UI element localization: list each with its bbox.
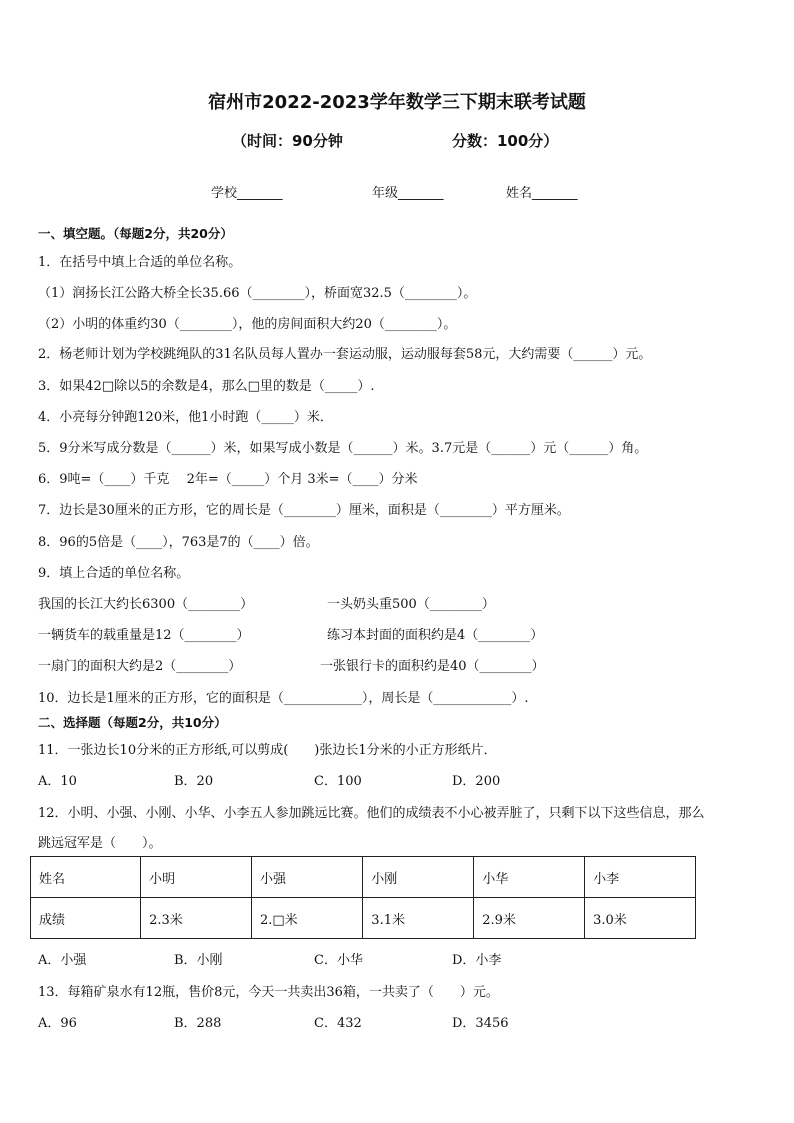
name-field: 姓名_______ <box>506 186 578 201</box>
table-cell: 小明 <box>141 857 252 898</box>
q11: 11．一张边长10分米的正方形纸,可以剪成( )张边长1分米的小正方形纸片． <box>38 743 497 758</box>
table-cell: 3.1米 <box>363 898 474 939</box>
q9-stem: 9．填上合适的单位名称。 <box>38 566 190 581</box>
table-cell: 小华 <box>474 857 585 898</box>
school-field: 学校_______ <box>211 186 283 201</box>
q1-part1: （1）润扬长江公路大桥全长35.66（________），桥面宽32.5（________）。 <box>38 286 477 301</box>
q9-right-1: 一头奶头重500（________） <box>327 597 495 612</box>
table-cell: 2.9米 <box>474 898 585 939</box>
q1-part2: （2）小明的体重约30（________），他的房间面积大约20（________）。 <box>38 317 457 332</box>
grade-field: 年级_______ <box>372 186 444 201</box>
section2-heading: 二、选择题（每题2分，共10分） <box>38 715 227 730</box>
q2: 2．杨老师计划为学校跳绳队的31名队员每人置办一套运动服，运动服每套58元，大约需要（______）元。 <box>38 347 652 362</box>
table-cell: 成绩 <box>31 898 141 939</box>
q12-option-a: A．小强 <box>38 953 87 968</box>
q12-option-d: D．小李 <box>452 953 502 968</box>
table-cell: 3.0米 <box>585 898 696 939</box>
q13: 13．每箱矿泉水有12瓶，售价8元，今天一共卖出36箱，一共卖了（ ）元。 <box>38 985 499 1000</box>
q7: 7．边长是30厘米的正方形，它的周长是（________）厘米，面积是（________）平方厘米。 <box>38 503 570 518</box>
table-cell: 2.□米 <box>252 898 363 939</box>
q12-line2: 跳远冠军是（ ）。 <box>38 836 162 851</box>
table-cell: 小李 <box>585 857 696 898</box>
q12-option-c: C．小华 <box>314 953 363 968</box>
q9-left-1: 我国的长江大约长6300（________） <box>38 597 254 612</box>
q9-left-2: 一辆货车的载重量是12（________） <box>38 628 250 643</box>
q9-right-2: 练习本封面的面积约是4（________） <box>327 628 544 643</box>
q9-right-3: 一张银行卡的面积约是40（________） <box>320 659 545 674</box>
q10: 10．边长是1厘米的正方形，它的面积是（____________），周长是（____________）. <box>38 691 529 706</box>
q8: 8．96的5倍是（____），763是7的（____）倍。 <box>38 535 319 550</box>
q13-option-a: A．96 <box>38 1016 77 1031</box>
q1-stem: 1．在括号中填上合适的单位名称。 <box>38 255 242 270</box>
q12-option-b: B．小刚 <box>174 953 223 968</box>
q11-option-a: A．10 <box>38 774 77 789</box>
q9-left-3: 一扇门的面积大约是2（________） <box>38 659 242 674</box>
page-title: 宿州市2022-2023学年数学三下期末联考试题 <box>208 92 586 113</box>
table-header-row <box>31 857 696 898</box>
q13-option-d: D．3456 <box>452 1016 509 1031</box>
table-cell: 2.3米 <box>141 898 252 939</box>
q13-option-b: B．288 <box>174 1016 222 1031</box>
q12-line1: 12．小明、小强、小刚、小华、小李五人参加跳远比赛。他们的成绩表不小心被弄脏了，只剩下以下这些信息，那么 <box>38 806 705 821</box>
section1-heading: 一、填空题。（每题2分，共20分） <box>38 226 233 241</box>
table-cell: 小强 <box>252 857 363 898</box>
q3: 3．如果42□除以5的余数是4，那么□里的数是（_____）. <box>38 379 375 394</box>
q5: 5．9分米写成分数是（______）米，如果写成小数是（______）米。3.7元是（______）元（______）角。 <box>38 441 648 456</box>
score-table <box>30 856 696 939</box>
q6: 6．9吨=（____）千克 2年=（_____）个月 3米=（____）分米 <box>38 472 418 487</box>
q4: 4．小亮每分钟跑120米，他1小时跑（_____）米． <box>38 410 333 425</box>
q11-option-b: B．20 <box>174 774 214 789</box>
q11-option-d: D．200 <box>452 774 501 789</box>
exam-time: （时间：90分钟 <box>232 132 343 150</box>
table-cell: 小刚 <box>363 857 474 898</box>
q13-option-c: C．432 <box>314 1016 362 1031</box>
table-cell: 姓名 <box>31 857 141 898</box>
exam-score: 分数：100分） <box>452 132 559 150</box>
table-row <box>31 898 696 939</box>
q11-option-c: C．100 <box>314 774 362 789</box>
